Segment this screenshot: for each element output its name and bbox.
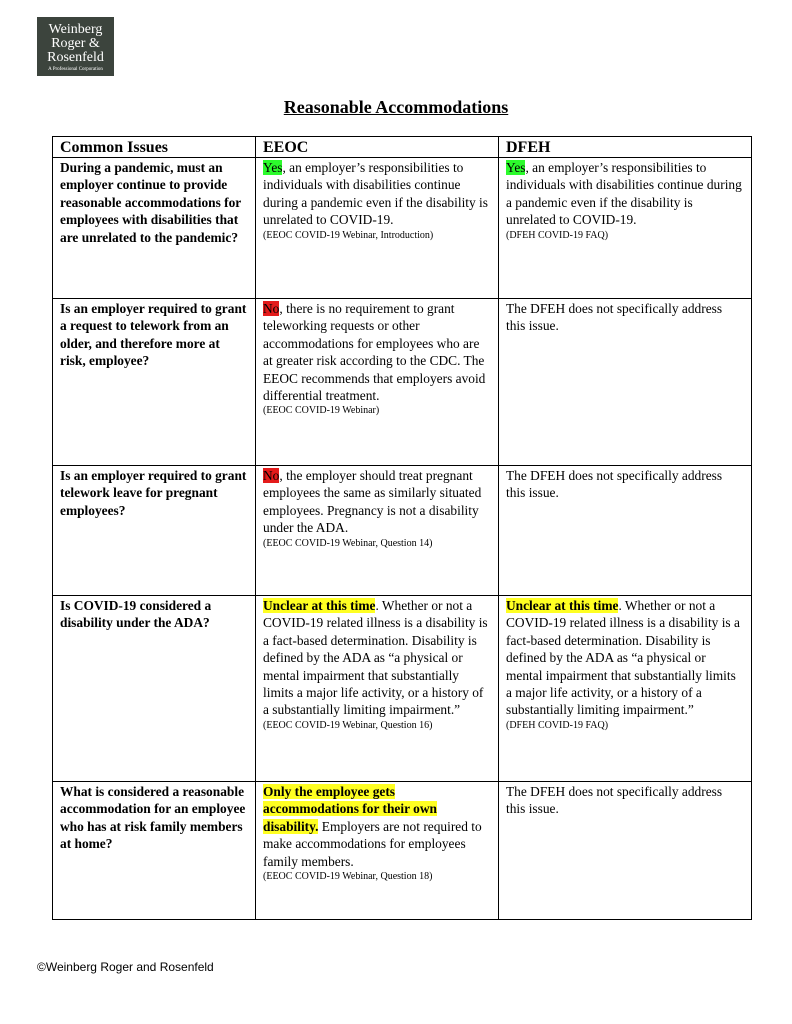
logo-line-1: Weinberg [48, 22, 103, 37]
header-common-issues: Common Issues [53, 137, 256, 158]
dfeh-cell: The DFEH does not specifically address this issue. [499, 466, 752, 596]
table-row [53, 596, 752, 782]
citation: (EEOC COVID-19 Webinar, Question 14) [263, 537, 433, 549]
unclear-highlight: Unclear at this time [263, 598, 376, 613]
answer-text: , the employer should treat pregnant employees the same as similarly situated employees. Pregnancy is not a disability under the ADA. [263, 468, 482, 536]
answer-text: , an employer’s responsibilities to individuals with disabilities continue during a pandemic even if the disability is unrelated to COVID-19. [506, 160, 742, 228]
table-row [53, 158, 752, 299]
citation: (EEOC COVID-19 Webinar, Question 18) [263, 871, 433, 883]
no-highlight: No [263, 301, 280, 316]
copyright-footer: ©Weinberg Roger and Rosenfeld [37, 960, 214, 974]
table-row [53, 782, 752, 920]
family-highlight: Only the employee gets accommodations for their own disability. [263, 784, 437, 834]
header-eeoc: EEOC [256, 137, 499, 158]
accommodations-table [52, 136, 752, 920]
citation: (DFEH COVID-19 FAQ) [506, 719, 609, 731]
dfeh-cell [499, 596, 752, 782]
answer-text: . Whether or not a COVID-19 related illness is a disability is a fact-based determination. Disability is defined by the ADA as “a physical or mental impairment that substantially limits a major life activity, or a history of a substantially limiting impairment.” [263, 598, 488, 718]
no-highlight: No [263, 468, 280, 483]
citation: (EEOC COVID-19 Webinar, Introduction) [263, 229, 434, 241]
citation: (DFEH COVID-19 FAQ) [506, 229, 609, 241]
logo-line-3: Rosenfeld [47, 50, 104, 65]
answer-text: , an employer’s responsibilities to individuals with disabilities continue during a pandemic even if the disability is unrelated to COVID-19. [263, 160, 488, 228]
table-row [53, 299, 752, 466]
question-cell: Is an employer required to grant telework leave for pregnant employees? [53, 466, 256, 596]
header-dfeh: DFEH [499, 137, 752, 158]
logo-line-2: Roger & [51, 36, 100, 51]
yes-highlight: Yes [263, 160, 283, 175]
yes-highlight: Yes [506, 160, 526, 175]
question-cell: What is considered a reasonable accommodation for an employee who has at risk family members at home? [53, 782, 256, 920]
logo-line-4: A Professional Corporation [48, 67, 103, 72]
eeoc-cell [256, 596, 499, 782]
dfeh-cell: The DFEH does not specifically address this issue. [499, 299, 752, 466]
table-row [53, 466, 752, 596]
question-cell: Is an employer required to grant a request to telework from an older, and therefore more at risk, employee? [53, 299, 256, 466]
dfeh-cell: The DFEH does not specifically address this issue. [499, 782, 752, 920]
answer-text: . Whether or not a COVID-19 related illness is a disability is a fact-based determination. Disability is defined by the ADA as “a physical or mental impairment that substantially limits a major life activity, or a history of a substantially limiting impairment.” [506, 598, 740, 718]
page-title: Reasonable Accommodations [283, 97, 509, 117]
question-cell: During a pandemic, must an employer continue to provide reasonable accommodations for employees with disabilities that are unrelated to the pandemic? [53, 158, 256, 299]
firm-logo [37, 17, 114, 76]
eeoc-cell [256, 466, 499, 596]
citation: (EEOC COVID-19 Webinar) [263, 405, 380, 417]
answer-text: Employers are not required to make accommodations for employees family members. [263, 818, 482, 869]
answer-text: , there is no requirement to grant teleworking requests or other accommodations for employees who are at greater risk according to the CDC. The EEOC recommends that employers avoid differential treatment. [263, 301, 486, 404]
dfeh-cell [499, 158, 752, 299]
table-header-row [53, 137, 752, 158]
eeoc-cell [256, 158, 499, 299]
question-cell: Is COVID-19 considered a disability under the ADA? [53, 596, 256, 782]
eeoc-cell [256, 299, 499, 466]
unclear-highlight: Unclear at this time [506, 598, 619, 613]
eeoc-cell [256, 782, 499, 920]
citation: (EEOC COVID-19 Webinar, Question 16) [263, 719, 433, 731]
